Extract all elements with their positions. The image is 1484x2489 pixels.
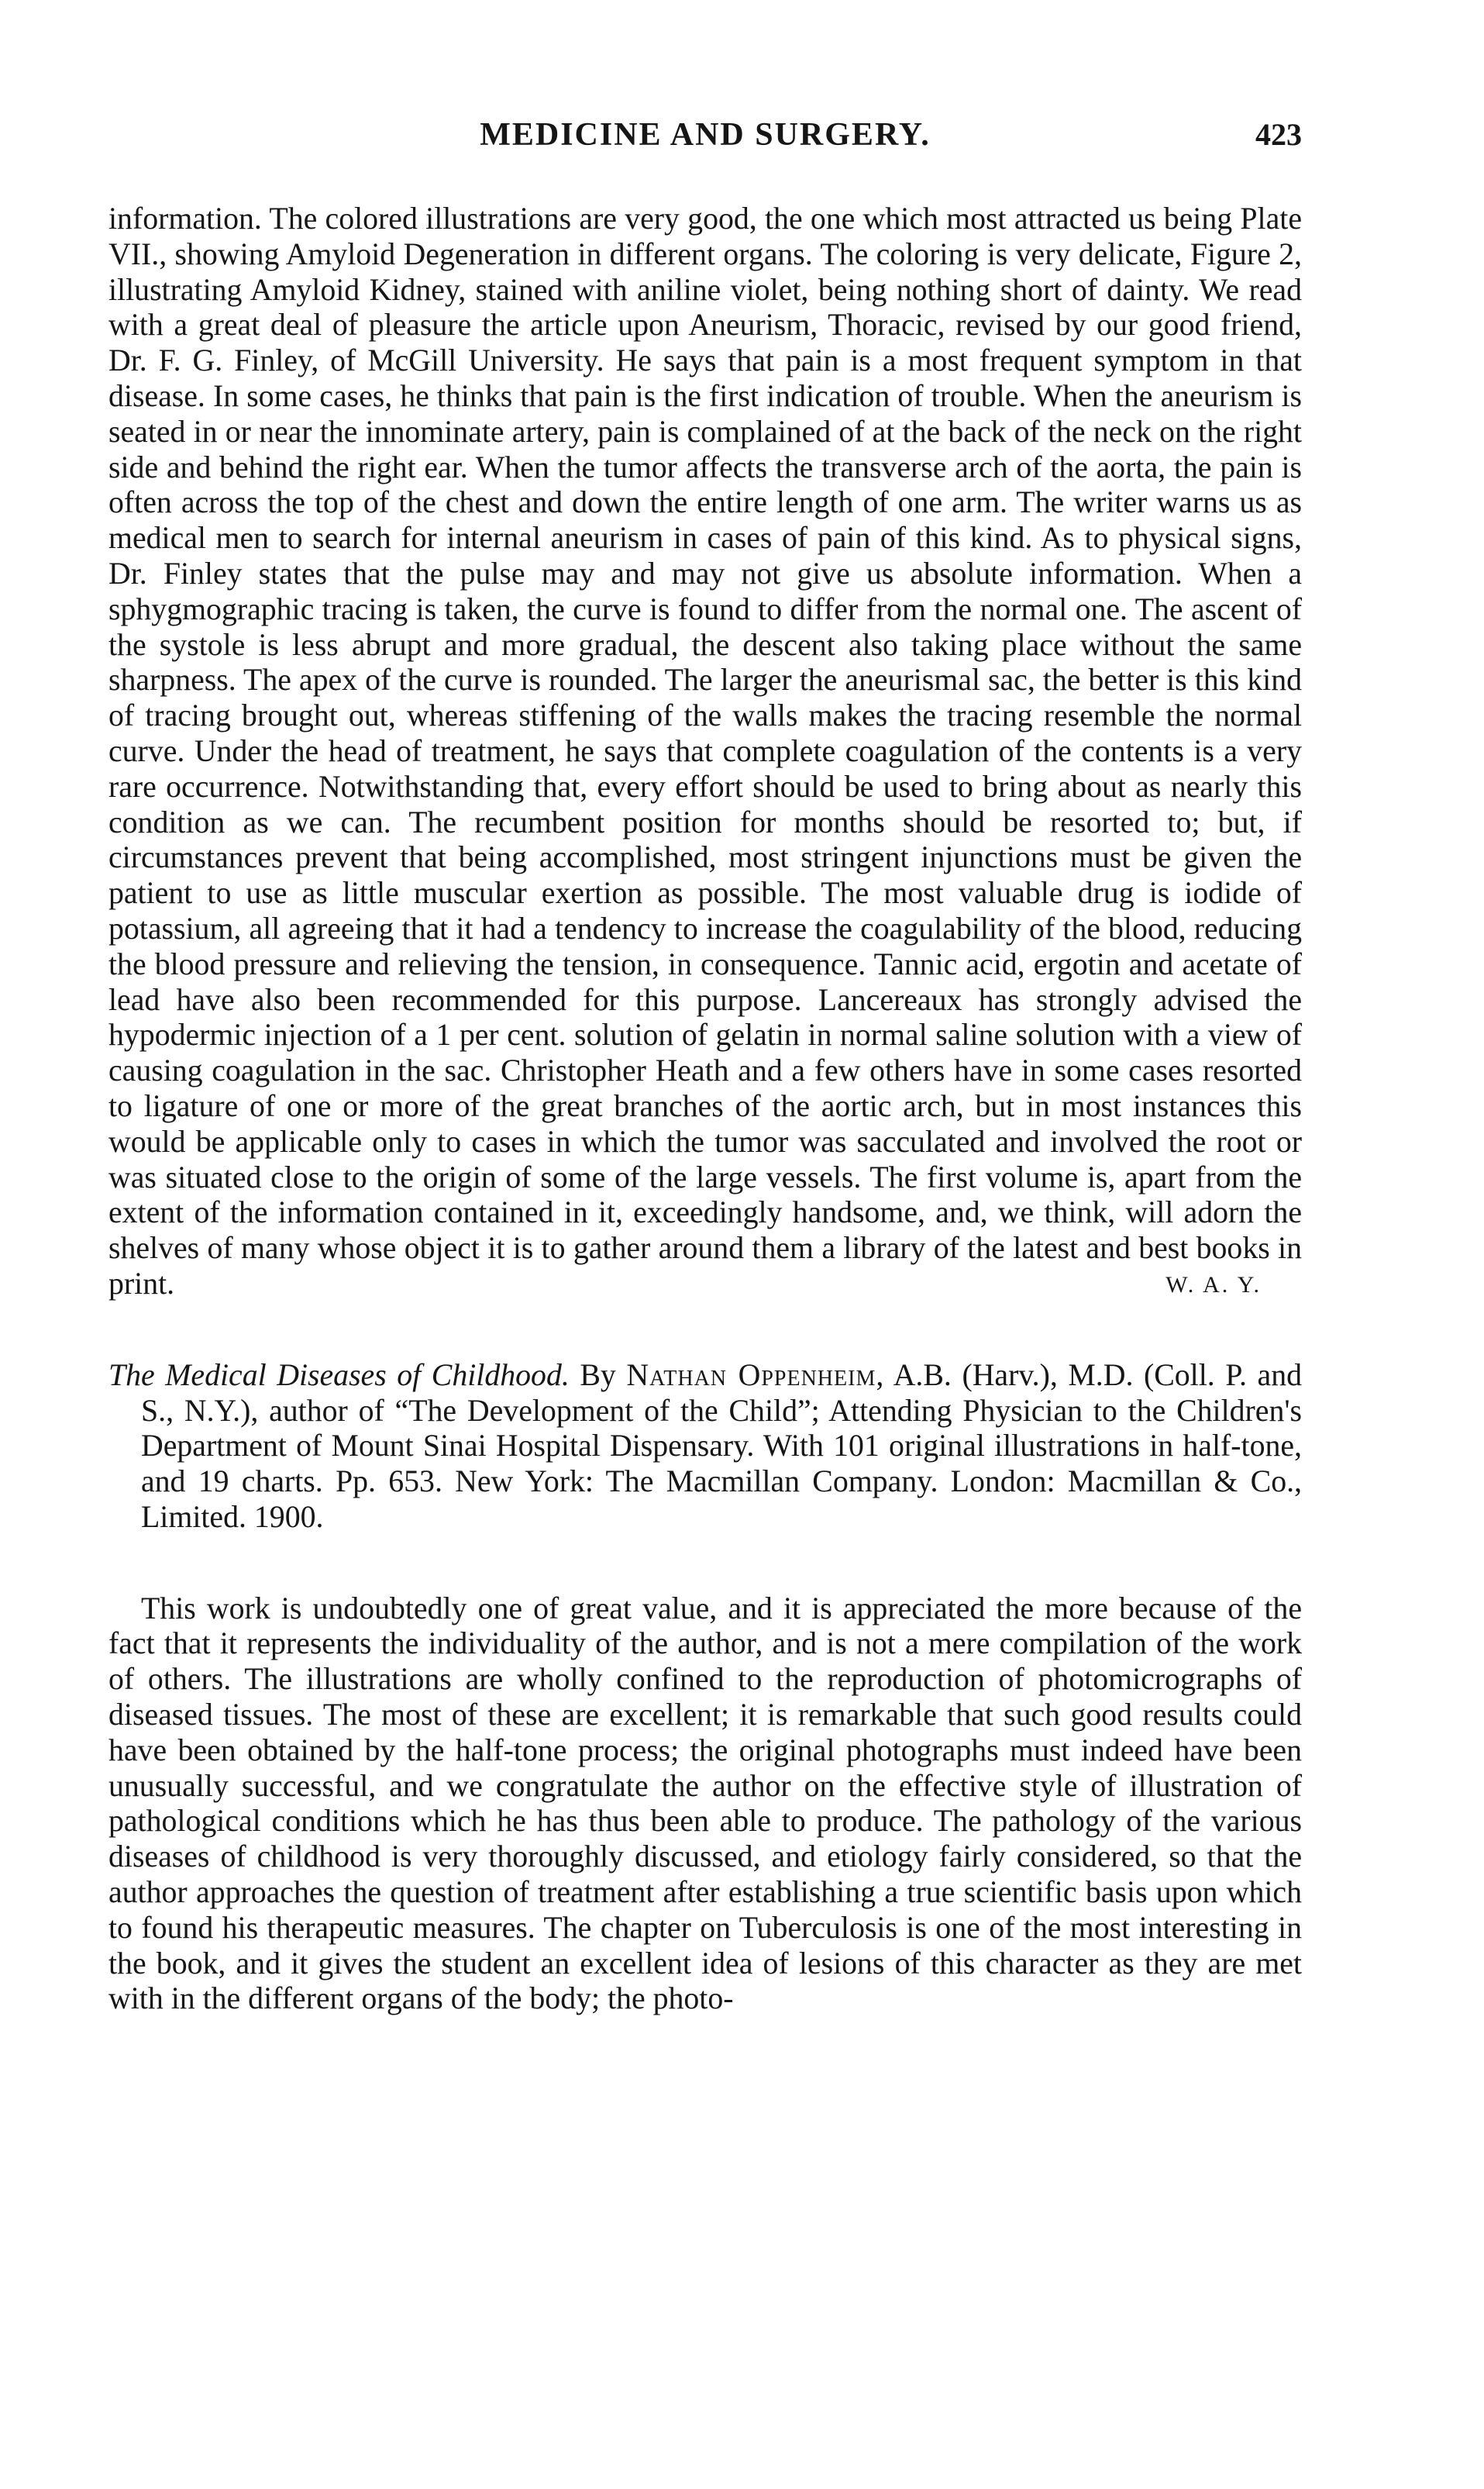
running-head <box>108 116 1302 155</box>
first-review-paragraph: information. The colored illustrations are very good, the one which most attracted us being Plate VII., showing Amyloid Degeneration in different organs. The coloring is very delicate, Figure 2, illustrating Amyloid Kidney, stained with aniline violet, being nothing short of dainty. We read with a great deal of pleasure the article upon Aneurism, Thoracic, revised by our good friend, Dr. F. G. Finley, of McGill University. He says that pain is a most frequent symptom in that disease. In some cases, he thinks that pain is the first indication of trouble. When the aneurism is seated in or near the innominate artery, pain is complained of at the back of the neck on the right side and behind the right ear. When the tumor affects the transverse arch of the aorta, the pain is often across the top of the chest and down the entire length of one arm. The writer warns us as medical men to search for internal aneurism in cases of pain of this kind. As to physical signs, Dr. Finley states that the pulse may and may not give us absolute information. When a sphygmographic tracing is taken, the curve is found to differ from the normal one. The ascent of the systole is less abrupt and more gradual, the descent also taking place without the same sharpness. The apex of the curve is rounded. The larger the aneurismal sac, the better is this kind of tracing brought out, whereas stiffening of the walls makes the tracing resemble the normal curve. Under the head of treatment, he says that complete coagulation of the contents is a very rare occurrence. Notwithstanding that, every effort should be used to bring about as nearly this condition as we can. The recumbent position for months should be resorted to; but, if circumstances prevent that being accomplished, most stringent injunctions must be given the patient to use as little muscular exertion as possible. The most valuable drug is iodide of potassium, all agreeing that it had a tendency to increase the coagulability of the blood, reducing the blood pressure and relieving the tension, in consequence. Tannic acid, ergotin and acetate of lead have also been recommended for this purpose. Lancereaux has strongly advised the hypodermic injection of a 1 per cent. solution of gelatin in normal saline solution with a view of causing coagulation in the sac. Christopher Heath and a few others have in some cases resorted to ligature of one or more of the great branches of the aortic arch, but in most instances this would be applicable only to cases in which the tumor was sacculated and involved the root or was situated close to the origin of some of the large vessels. The first volume is, apart from the extent of the information contained in it, exceedingly handsome, and, we think, will adorn the shelves of many whose object it is to gather around them a library of the latest and best books in print. <box>108 202 1302 1301</box>
book-title: The Medical Diseases of Childhood. <box>108 1357 570 1392</box>
page <box>108 116 1302 2017</box>
running-title: MEDICINE AND SURGERY. <box>480 117 931 153</box>
citation-by: By <box>580 1357 616 1392</box>
book-citation <box>108 1358 1302 1536</box>
reviewer-initials: W. A. Y. <box>1166 1271 1262 1298</box>
citation-details: A.B. (Harv.), M.D. (Coll. P. and S., N.Y.), author of “The Development of the Child”; Attending Physician to the Children's Department of Mount Sinai Hospital Dispensary. With 101 original illustrations in half-tone, and 19 charts. Pp. 653. New York: The Macmillan Company. London: Macmillan & Co., Limited. 1900. <box>141 1357 1302 1534</box>
second-review-paragraph: This work is undoubtedly one of great value, and it is appreciated the more because of the fact that it represents the individuality of the author, and is not a mere compilation of the work of others. The illustrations are wholly confined to the reproduction of photomicrographs of diseased tissues. The most of these are excellent; it is remarkable that such good results could have been obtained by the half-tone process; the original photographs must indeed have been unusually successful, and we congratulate the author on the effective style of illustration of pathological conditions which he has thus been able to produce. The pathology of the various diseases of childhood is very thoroughly discussed, and etiology fairly considered, so that the author approaches the question of treatment after establishing a true scientific basis upon which to found his therapeutic measures. The chapter on Tuberculosis is one of the most interesting in the book, and it gives the student an excellent idea of lesions of this character as they are met with in the different organs of the body; the photo- <box>108 1591 1302 2016</box>
book-author: Nathan Oppenheim, <box>626 1357 885 1392</box>
page-number: 423 <box>1255 117 1302 152</box>
